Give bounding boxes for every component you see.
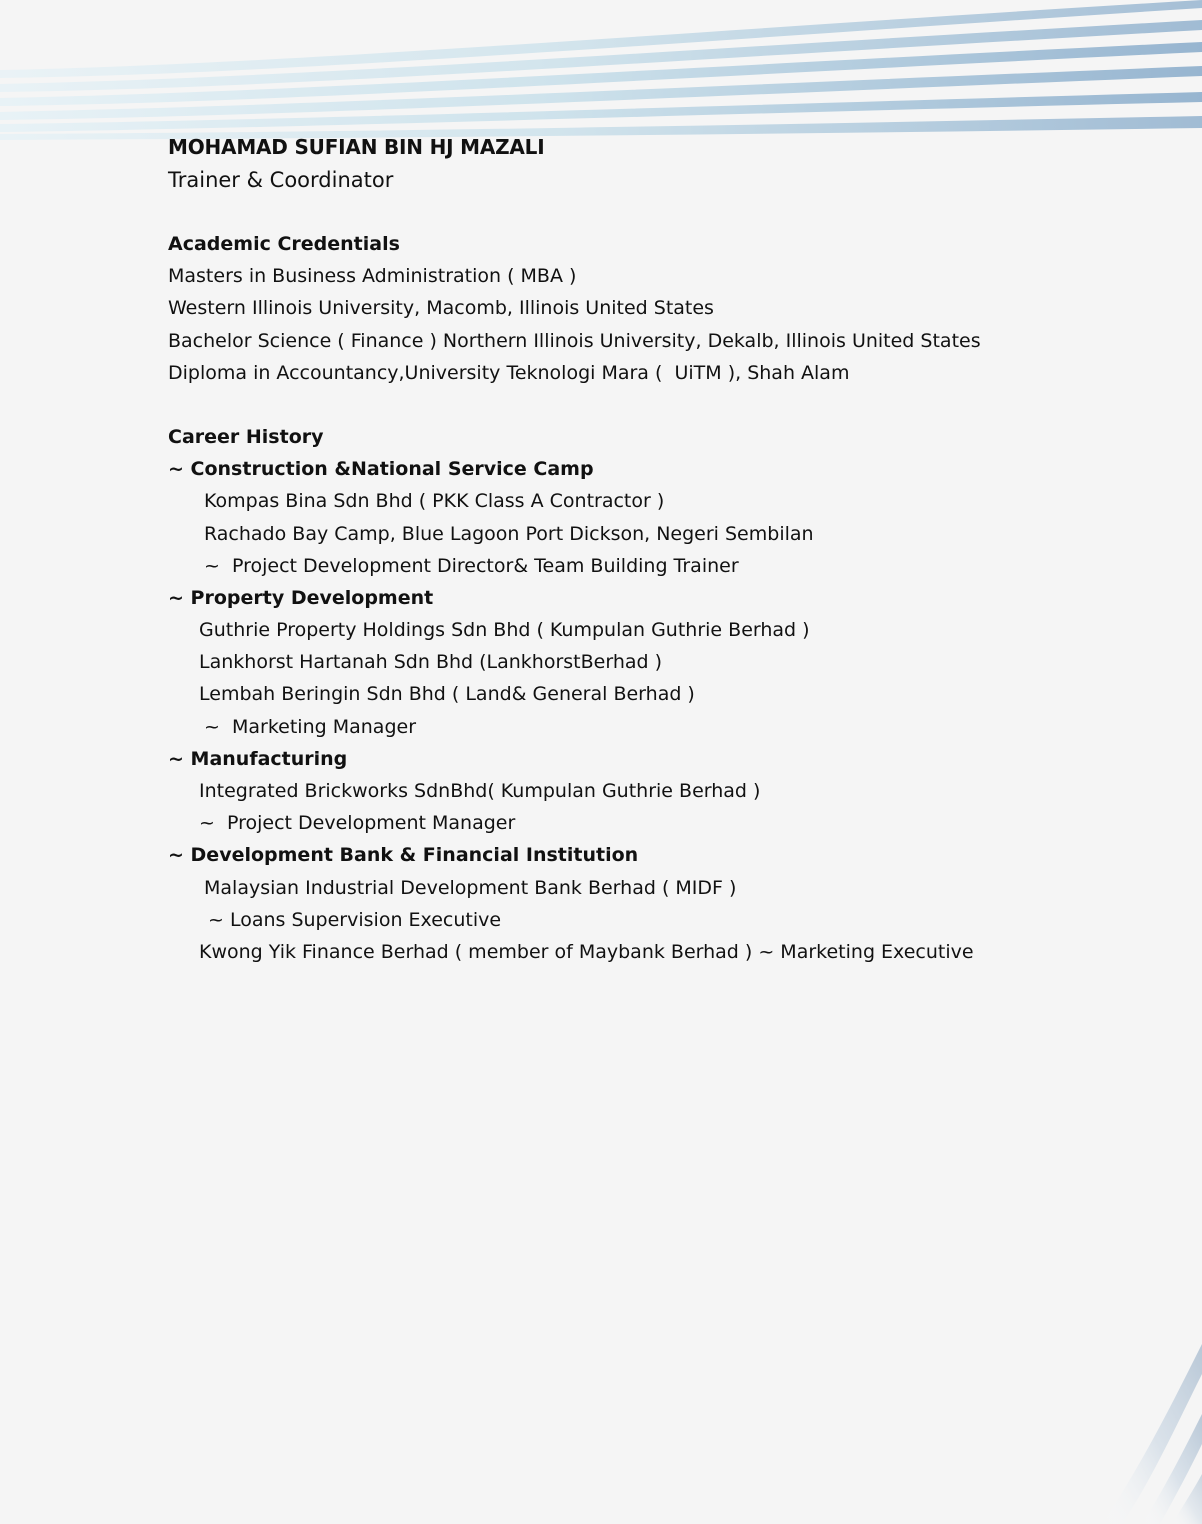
academic-item: Western Illinois University, Macomb, Illinois United States xyxy=(168,297,714,320)
person-name: MOHAMAD SUFIAN BIN HJ MAZALI xyxy=(168,135,545,159)
career-heading: Career History xyxy=(168,425,324,448)
career-line: ~ Marketing Manager xyxy=(204,715,417,738)
academic-heading: Academic Credentials xyxy=(168,233,400,255)
career-line: Kwong Yik Finance Berhad ( member of Maybank Berhad ) ~ Marketing Executive xyxy=(199,940,974,963)
corner-light-decoration xyxy=(1042,1284,1202,1524)
academic-item: Diploma in Accountancy,University Teknologi Mara ( UiTM ), Shah Alam xyxy=(168,361,850,384)
career-line: ~ Project Development Manager xyxy=(199,812,516,835)
career-section-title: ~ Development Bank & Financial Institution xyxy=(168,844,639,867)
profile-document xyxy=(168,132,1178,968)
career-section-title: ~ Manufacturing xyxy=(168,747,348,770)
career-section-title: ~ Property Development xyxy=(168,586,434,609)
person-role: Trainer & Coordinator xyxy=(168,168,394,192)
career-line: Guthrie Property Holdings Sdn Bhd ( Kumpulan Guthrie Berhad ) xyxy=(199,619,810,642)
academic-item: Masters in Business Administration ( MBA ) xyxy=(168,265,577,288)
career-line: ~ Project Development Director& Team Building Trainer xyxy=(204,554,739,577)
career-line: Lembah Beringin Sdn Bhd ( Land& General Berhad ) xyxy=(199,683,695,706)
career-line: Malaysian Industrial Development Bank Berhad ( MIDF ) xyxy=(204,876,737,899)
career-line: Rachado Bay Camp, Blue Lagoon Port Dickson, Negeri Sembilan xyxy=(204,522,814,545)
academic-item: Bachelor Science ( Finance ) Northern Illinois University, Dekalb, Illinois United States xyxy=(168,329,981,352)
career-line: Kompas Bina Sdn Bhd ( PKK Class A Contractor ) xyxy=(204,490,665,513)
career-line: ~ Loans Supervision Executive xyxy=(208,908,502,931)
header-stripes-decoration xyxy=(0,0,1202,140)
career-line: Lankhorst Hartanah Sdn Bhd (LankhorstBerhad ) xyxy=(199,651,663,674)
career-line: Integrated Brickworks SdnBhd( Kumpulan Guthrie Berhad ) xyxy=(199,780,761,802)
career-section-title: ~ Construction &National Service Camp xyxy=(168,458,594,481)
